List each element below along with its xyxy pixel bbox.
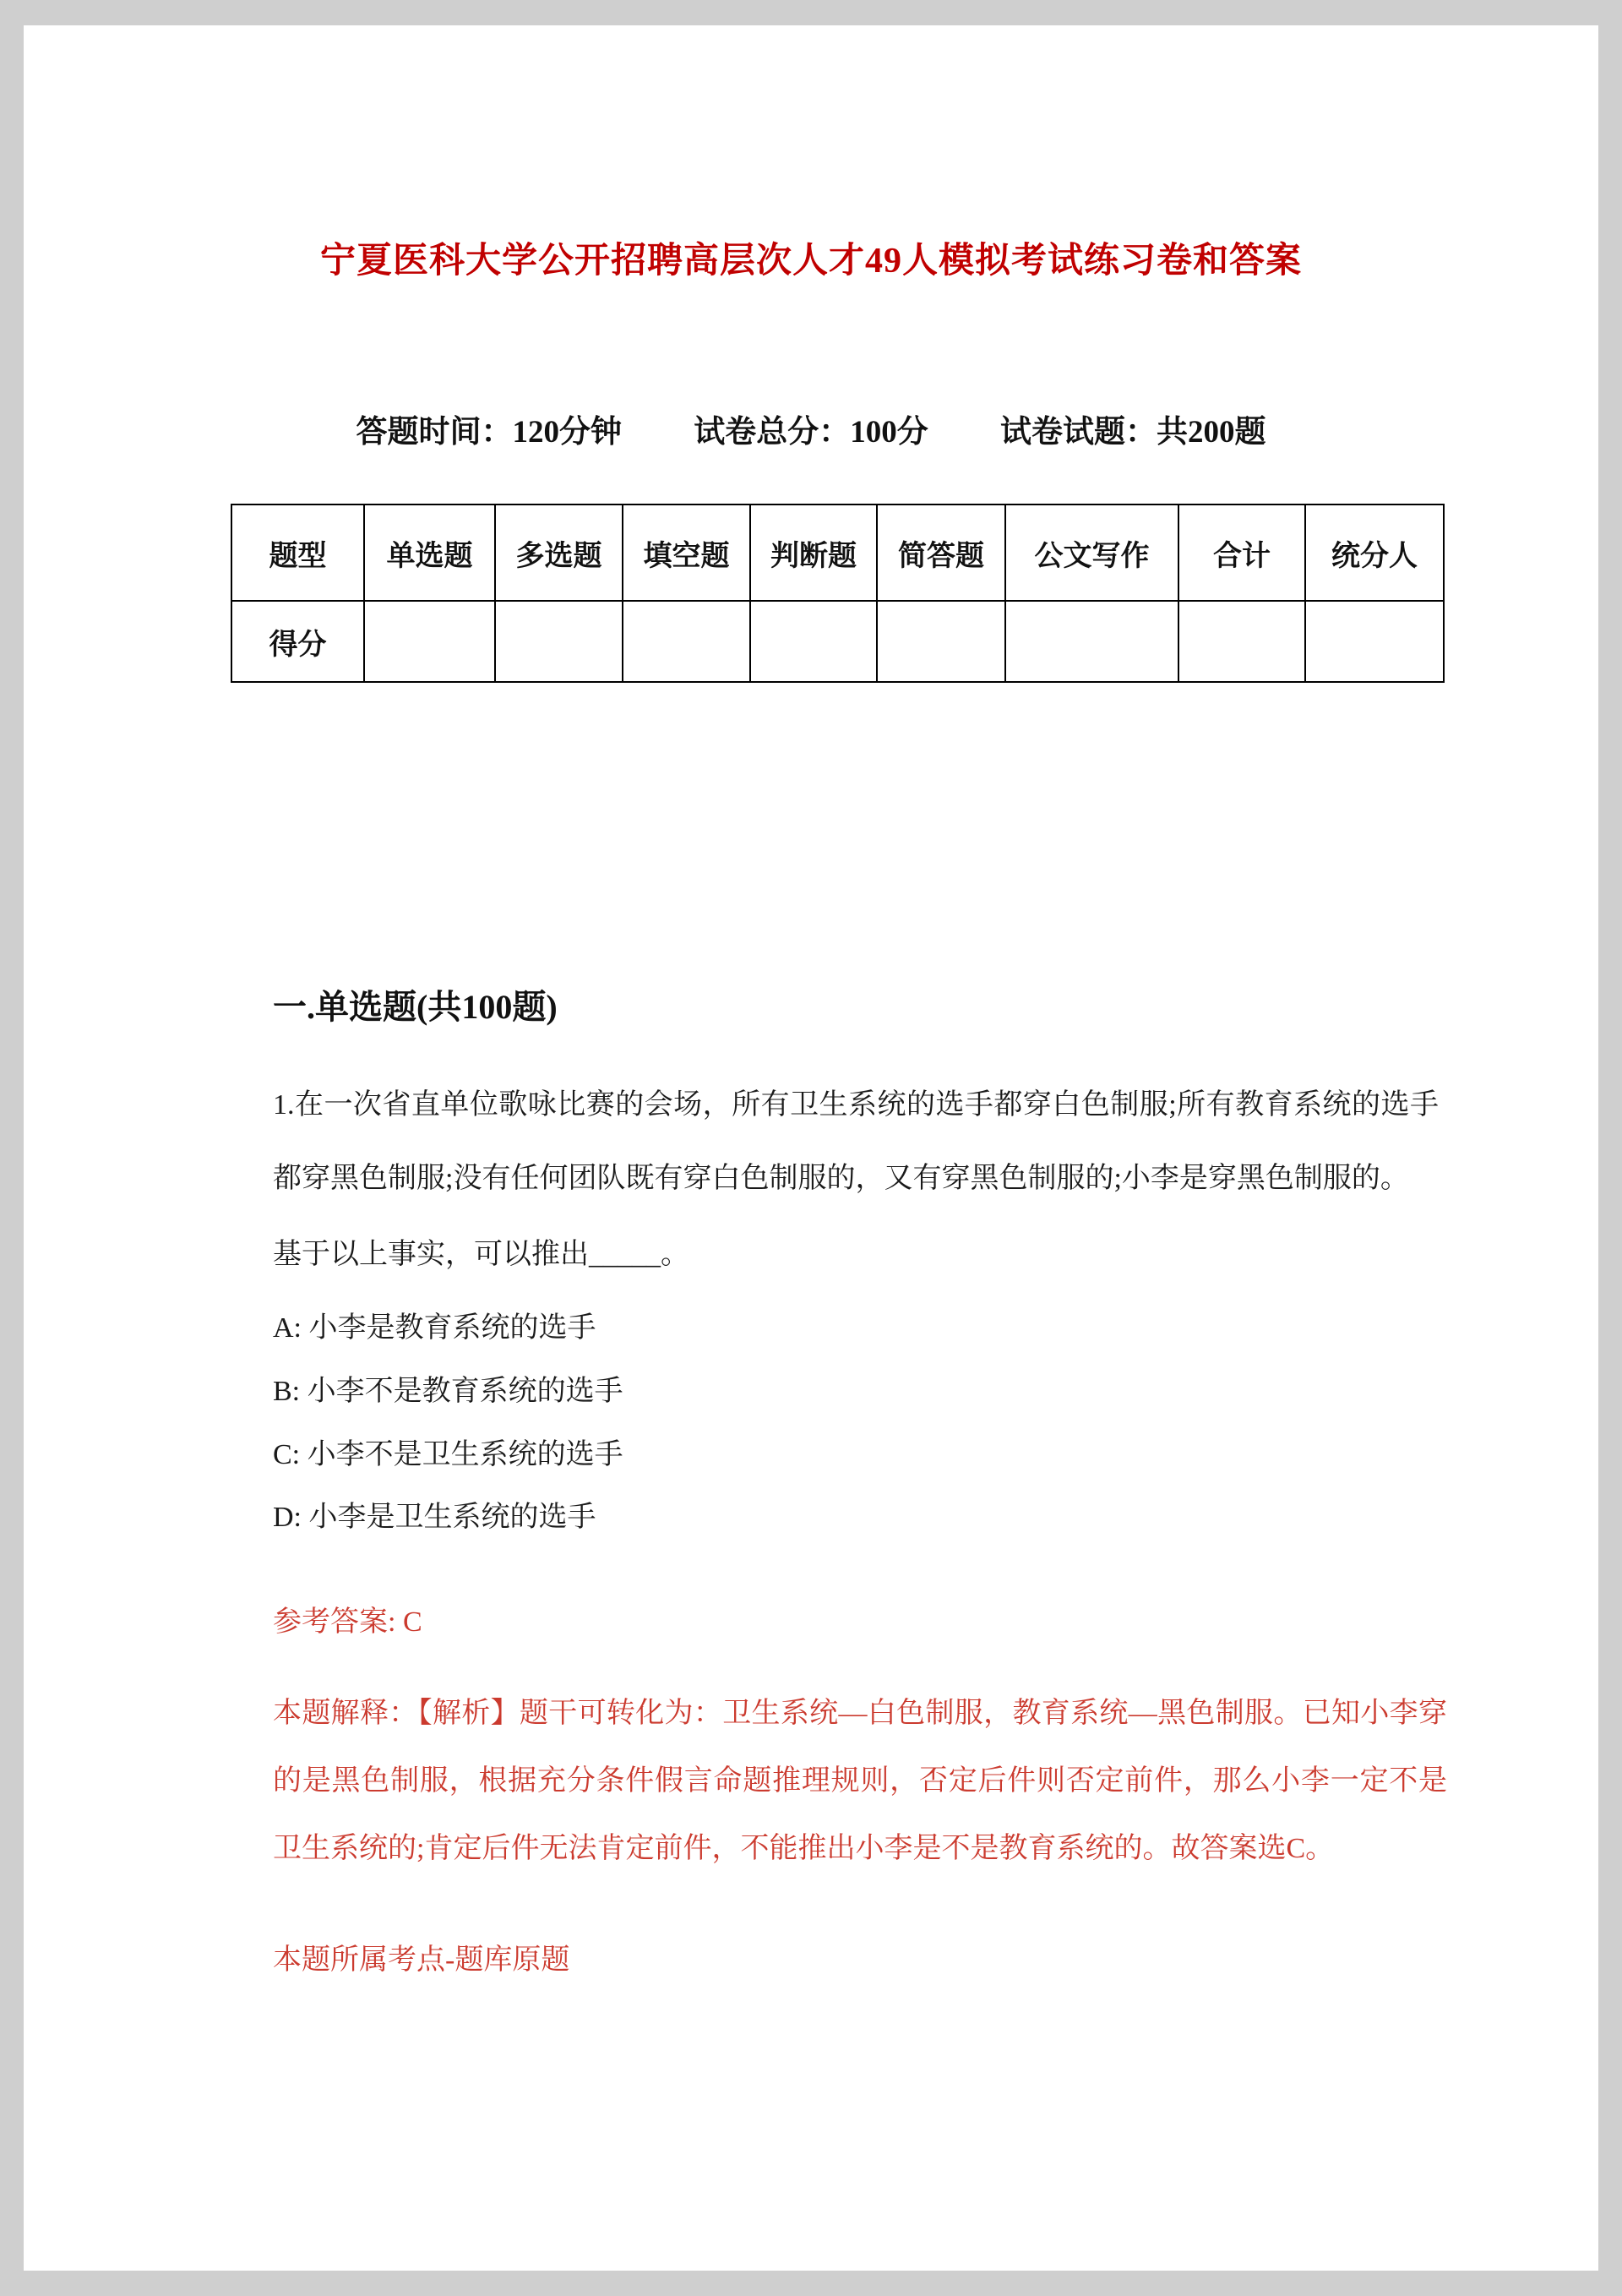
option-a: A: 小李是教育系统的选手	[273, 1312, 596, 1344]
col-multi-choice: 多选题	[495, 504, 623, 601]
col-official-writing: 公文写作	[1005, 504, 1178, 601]
col-single-choice: 单选题	[364, 504, 495, 601]
score-table-header-row	[231, 504, 1444, 601]
option-b: B: 小李不是教育系统的选手	[273, 1375, 623, 1407]
score-cell	[623, 601, 750, 682]
document-title: 宁夏医科大学公开招聘高层次人才49人模拟考试练习卷和答案	[319, 242, 1302, 281]
reference-answer: 参考答案: C	[273, 1606, 422, 1639]
col-fill-blank: 填空题	[623, 504, 750, 601]
col-true-false: 判断题	[750, 504, 877, 601]
score-table-score-row	[231, 601, 1444, 682]
section-heading: 一.单选题(共100题)	[273, 988, 558, 1026]
score-cell	[1005, 601, 1178, 682]
score-table	[231, 504, 1445, 683]
col-total: 合计	[1178, 504, 1305, 601]
score-row-label: 得分	[231, 601, 364, 682]
option-c: C: 小李不是卫生系统的选手	[273, 1438, 623, 1470]
question-lead: 基于以上事实，可以推出_____。	[273, 1239, 689, 1271]
score-cell	[364, 601, 495, 682]
score-cell	[495, 601, 623, 682]
exam-meta-line	[231, 406, 1391, 451]
answer-block	[273, 1602, 1447, 1980]
col-score-counter: 统分人	[1305, 504, 1444, 601]
score-cell	[1178, 601, 1305, 682]
meta-time: 答题时间：120分钟	[356, 415, 622, 450]
meta-total-score: 试卷总分：100分	[694, 415, 928, 450]
question-1	[273, 1069, 1439, 1550]
score-cell	[877, 601, 1005, 682]
question-stem: 1.在一次省直单位歌咏比赛的会场，所有卫生系统的选手都穿白色制服;所有教育系统的选手都穿黑色制服;没有任何团队既有穿白色制服的，又有穿黑色制服的;小李是穿黑色制服的。	[273, 1089, 1439, 1194]
question-options	[273, 1297, 1439, 1550]
score-cell	[1305, 601, 1444, 682]
document-sheet	[24, 25, 1598, 2271]
score-cell	[750, 601, 877, 682]
meta-question-count: 试卷试题：共200题	[1000, 415, 1266, 450]
option-d: D: 小李是卫生系统的选手	[273, 1502, 596, 1534]
col-short-answer: 简答题	[877, 504, 1005, 601]
answer-topic: 本题所属考点-题库原题	[273, 1944, 570, 1976]
answer-explanation: 本题解释：【解析】题干可转化为：卫生系统—白色制服，教育系统—黑色制服。已知小李穿的是黑色制服，根据充分条件假言命题推理规则，否定后件则否定前件，那么小李一定不是卫生系统的;肯定后件无法肯定前件，不能推出小李是不是教育系统的。故答案选C。	[273, 1697, 1447, 1864]
col-question-type: 题型	[231, 504, 364, 601]
